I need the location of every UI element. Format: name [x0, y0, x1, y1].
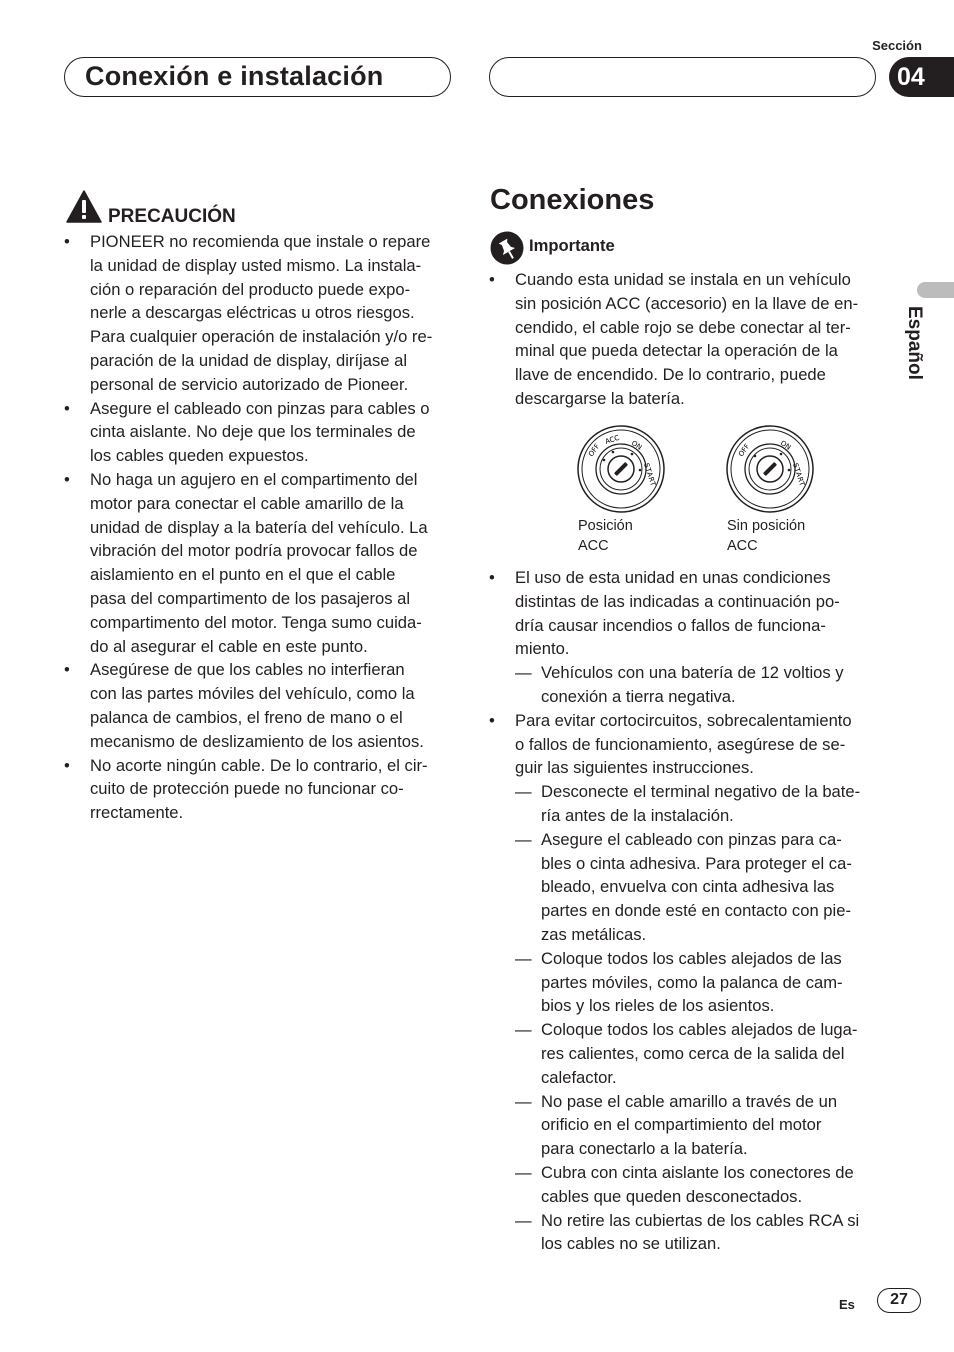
text-line: guir las siguientes instrucciones.: [515, 758, 754, 778]
bullet-item: [64, 397, 454, 468]
text-line: — Asegure el cableado con pinzas para ca-: [541, 829, 842, 849]
text-line: do al asegurar el cable en este punto.: [90, 636, 368, 656]
conditions-list: [489, 566, 881, 1256]
text-line: ría antes de la instalación.: [541, 805, 734, 825]
bullet-item: [489, 566, 881, 709]
text-line: • El uso de esta unidad en unas condiciones: [515, 568, 831, 587]
dash-list: [515, 780, 881, 1256]
text-line: compartimento del motor. Tenga sumo cuida-: [90, 612, 422, 632]
text-line: o fallos de funcionamiento, asegúrese de se-: [515, 734, 846, 754]
ignition-switch-no-acc-icon: [725, 424, 815, 519]
text-line: — No retire las cubiertas de los cables RCA si: [541, 1210, 860, 1230]
text-line: mecanismo de deslizamiento de los asientos.: [90, 731, 424, 751]
dial-label-on: ON: [778, 439, 793, 452]
dial-label-on: ON: [629, 439, 644, 452]
text-line: llave de encendido. De lo contrario, puede: [515, 365, 826, 385]
text-line: dría causar incendios o fallos de funciona-: [515, 615, 826, 635]
text-line: aislamiento en el punto en el que el cable: [90, 565, 396, 585]
important-list: [489, 268, 881, 411]
text-line: conexión a tierra negativa.: [541, 686, 736, 706]
text-line: • No haga un agujero en el compartimento del: [90, 469, 418, 489]
text-line: • PIONEER no recomienda que instale o repare: [90, 232, 431, 251]
text-line: cinta aislante. No deje que los terminales de: [90, 422, 416, 442]
section-number: 04: [897, 63, 925, 91]
caption-line: ACC: [727, 538, 758, 554]
page-number: 27: [890, 1291, 908, 1308]
dial-label-acc: ACC: [604, 433, 621, 446]
text-line: distintas de las indicadas a continuación po-: [515, 591, 840, 611]
text-line: sin posición ACC (accesorio) en la llave de en-: [515, 293, 859, 313]
text-line: bleado, envuelva con cinta adhesiva las: [541, 877, 835, 897]
bullet-item: [64, 658, 454, 753]
dial-label-off: OFF: [737, 442, 752, 459]
text-line: para conectarlo a la batería.: [541, 1139, 748, 1159]
text-line: calefactor.: [541, 1067, 617, 1087]
text-line: motor para conectar el cable amarillo de la: [90, 493, 404, 513]
bullet-item: [64, 754, 454, 825]
text-line: los cables queden expuestos.: [90, 446, 309, 466]
bullet-item: [64, 468, 454, 658]
text-line: — Coloque todos los cables alejados de luga-: [541, 1020, 858, 1040]
text-line: bios y los rieles de los asientos.: [541, 996, 775, 1016]
text-line: personal de servicio autorizado de Pioneer.: [90, 374, 409, 394]
text-line: • Asegure el cableado con pinzas para cables o: [90, 398, 430, 418]
text-line: ción o reparación del producto puede expo-: [90, 279, 411, 299]
text-line: paración de la unidad de display, diríjase al: [90, 350, 408, 370]
dash-item: [515, 1209, 881, 1257]
dash-item: [515, 780, 881, 828]
text-line: bles o cinta adhesiva. Para proteger el ca-: [541, 853, 852, 873]
text-line: zas metálicas.: [541, 924, 647, 944]
text-line: la unidad de display usted mismo. La instala-: [90, 255, 422, 275]
caption-line: Sin posición: [727, 518, 806, 534]
text-line: partes en donde esté en contacto con pie-: [541, 901, 851, 921]
chapter-title: Conexión e instalación: [85, 61, 384, 91]
text-line: cables que queden desconectados.: [541, 1186, 803, 1206]
text-line: cuito de protección puede no funcionar co-: [90, 779, 404, 799]
dash-item: [515, 947, 881, 1018]
text-line: vibración del motor podría provocar fallos de: [90, 541, 418, 561]
dash-item: [515, 1018, 881, 1089]
text-line: • No acorte ningún cable. De lo contrario, el cir-: [90, 755, 428, 775]
section-heading: Conexiones: [490, 184, 655, 216]
dash-item: [515, 828, 881, 947]
caution-list: [64, 230, 454, 825]
dash-list: [515, 661, 881, 709]
text-line: — Cubra con cinta aislante los conectores de: [541, 1162, 854, 1182]
text-line: Para cualquier operación de instalación y/o re-: [90, 327, 433, 347]
text-line: nerle a descargas eléctricas u otros riesgos.: [90, 303, 415, 323]
dash-item: [515, 1090, 881, 1161]
warning-triangle-icon: [66, 190, 102, 229]
ignition-switch-acc-icon: [576, 424, 666, 519]
figure-caption-no-acc: [727, 516, 805, 556]
language-label: Español: [904, 306, 925, 380]
dial-label-off: OFF: [587, 442, 602, 459]
figure-caption-acc: [578, 516, 633, 556]
text-line: miento.: [515, 639, 570, 659]
text-line: cendido, el cable rojo se debe conectar al ter-: [515, 317, 851, 337]
text-line: los cables no se utilizan.: [541, 1234, 721, 1254]
text-line: res calientes, como cerca de la salida del: [541, 1043, 845, 1063]
text-line: • Cuando esta unidad se instala en un vehículo: [515, 270, 851, 289]
dash-item: [515, 1161, 881, 1209]
text-line: — Desconecte el terminal negativo de la bate-: [541, 782, 861, 802]
section-label: Sección: [872, 38, 922, 53]
dial-label-start: START: [791, 462, 807, 488]
dial-label-start: START: [642, 462, 658, 488]
text-line: — No pase el cable amarillo a través de un: [541, 1091, 838, 1111]
header-blank-frame: [489, 57, 876, 97]
text-line: partes móviles, como la palanca de cam-: [541, 972, 843, 992]
text-line: pasa del compartimento de los pasajeros al: [90, 588, 411, 608]
text-line: con las partes móviles del vehículo, como la: [90, 684, 415, 704]
text-line: minal que pueda detectar la operación de la: [515, 341, 838, 361]
text-line: • Para evitar cortocircuitos, sobrecalentamiento: [515, 710, 852, 730]
important-title: Importante: [529, 236, 615, 255]
footer-language-code: Es: [839, 1297, 855, 1312]
caption-line: ACC: [578, 538, 609, 554]
text-line: unidad de display a la batería del vehículo. La: [90, 517, 428, 537]
important-pin-icon: [490, 231, 524, 270]
text-line: — Coloque todos los cables alejados de las: [541, 948, 842, 968]
bullet-item: [489, 268, 881, 411]
text-line: orificio en el compartimiento del motor: [541, 1115, 822, 1135]
bullet-item: [64, 230, 454, 397]
text-line: descargarse la batería.: [515, 388, 685, 408]
text-line: rrectamente.: [90, 803, 184, 823]
dash-item: [515, 661, 881, 709]
caption-line: Posición: [578, 518, 633, 534]
language-tab-marker: [917, 282, 954, 298]
caution-title: PRECAUCIÓN: [108, 206, 236, 227]
bullet-item: [489, 709, 881, 1256]
text-line: — Vehículos con una batería de 12 voltios y: [541, 663, 844, 683]
text-line: palanca de cambios, el freno de mano o el: [90, 707, 403, 727]
text-line: • Asegúrese de que los cables no interfieran: [90, 660, 405, 680]
